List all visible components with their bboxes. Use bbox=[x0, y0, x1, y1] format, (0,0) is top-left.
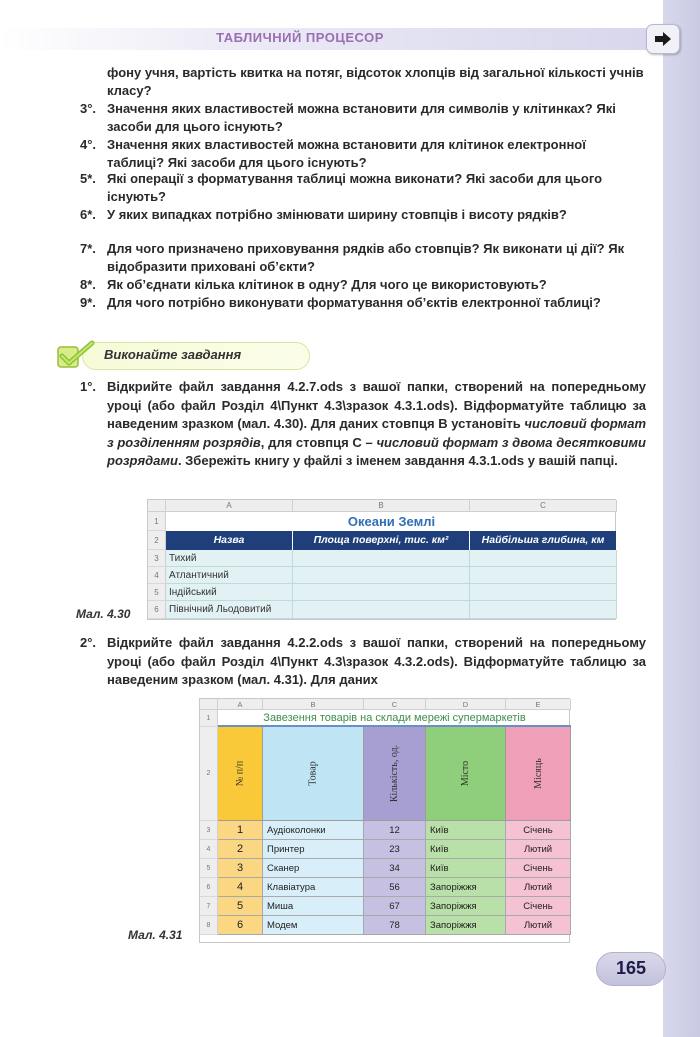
checkmark-icon bbox=[52, 339, 100, 371]
table-cell: 67 bbox=[364, 897, 426, 916]
table-cell: Лютий bbox=[506, 878, 571, 897]
task-section-title: Виконайте завдання bbox=[104, 347, 242, 362]
table-cell: Запоріжжя bbox=[426, 916, 506, 935]
table-cell: Індійський bbox=[166, 584, 293, 601]
question-4: 4°. Значення яких властивостей можна встановити для клітинок електронної таблиці? Які засоби для цього існують? bbox=[80, 137, 586, 170]
table-cell: Київ bbox=[426, 840, 506, 859]
figure-caption-4-31: Мал. 4.31 bbox=[128, 928, 183, 942]
page-number: 165 bbox=[615, 958, 647, 978]
table-title: Океани Землі bbox=[347, 514, 436, 529]
header-cell: № п/п bbox=[218, 727, 263, 821]
table-cell: Атлантичний bbox=[166, 567, 293, 584]
question-3: 3°. Значення яких властивостей можна встановити для символів у клітинках? Які засоби для цього існують? bbox=[80, 101, 616, 134]
table-cell: Миша bbox=[263, 897, 364, 916]
table-cell: 12 bbox=[364, 821, 426, 840]
table-cell: Січень bbox=[506, 821, 571, 840]
table-cell: Лютий bbox=[506, 916, 571, 935]
table-cell: Клавіатура bbox=[263, 878, 364, 897]
table-cell: Лютий bbox=[506, 840, 571, 859]
table-cell: 34 bbox=[364, 859, 426, 878]
question-6: 6*. У яких випадках потрібно змінювати ширину стовпців і висоту рядків? bbox=[80, 207, 567, 222]
task-1: 1°. Відкрийте файл завдання 4.2.7.ods з вашої папки, створений на попередньому уроці (або файл Розділ 4\Пункт 4.3\зразок 4.3.1.ods). Відформатуйте таблицю за наведеним зразком (мал. 4.30). Для даних стовпця B установіть числовий формат з розділенням розрядів, для стовпця C – числовий формат з двома десятковими розрядами. Збережіть книгу у файлі з іменем завдання 4.3.1.ods у вашій папці. bbox=[80, 379, 647, 468]
question-9: 9*. Для чого потрібно виконувати форматування об’єктів електронної таблиці? bbox=[80, 295, 601, 310]
table-cell: Тихий bbox=[166, 550, 293, 567]
header-cell: Місяць bbox=[506, 727, 571, 821]
table-cell: Північний Льодовитий bbox=[166, 601, 293, 619]
next-page-button[interactable] bbox=[646, 24, 680, 54]
header-cell: Найбільша глибина, км bbox=[470, 531, 617, 550]
task-2: 2°. Відкрийте файл завдання 4.2.2.ods з вашої папки, створений на попередньому уроці (або файл Розділ 4\Пункт 4.3\зразок 4.3.2.ods). Відформатуйте таблицю за наведеним зразком (мал. 4.31). Для даних bbox=[80, 635, 646, 687]
table-title: Завезення товарів на склади мережі супермаркетів bbox=[218, 710, 571, 727]
table-cell: Запоріжжя bbox=[426, 878, 506, 897]
header-cell: Кількість, од. bbox=[364, 727, 426, 821]
table-cell: Київ bbox=[426, 859, 506, 878]
header-cell: Товар bbox=[263, 727, 364, 821]
header-cell: Площа поверхні, тис. км² bbox=[293, 531, 470, 550]
side-margin-band bbox=[663, 0, 700, 1037]
table-cell: 3 bbox=[218, 859, 263, 878]
table-cell: 56 bbox=[364, 878, 426, 897]
running-header: ТАБЛИЧНИЙ ПРОЦЕСОР bbox=[216, 30, 384, 45]
table-cell: 6 bbox=[218, 916, 263, 935]
table-cell: Модем bbox=[263, 916, 364, 935]
figure-caption-4-30: Мал. 4.30 bbox=[76, 607, 131, 621]
header-cell: Місто bbox=[426, 727, 506, 821]
table-cell: Січень bbox=[506, 859, 571, 878]
table-cell: Січень bbox=[506, 897, 571, 916]
spreadsheet-deliveries: A B C D E 1 2 3 4 5 6 7 8 Завезення товарів на склади мережі супермаркетів № п/п Товар Кількість, од. Місто Місяць 1 Аудіоколонки 12 Київ Січень 2 Принтер 23 Київ Лютий 3 Сканер 34 Київ Січень 4 Клавіатура 56 Запоріжжя Лютий 5 Миша 67 Запоріжжя Січень 6 Модем 78 Запоріжжя Лютий bbox=[199, 698, 570, 943]
table-cell: 5 bbox=[218, 897, 263, 916]
table-cell: 4 bbox=[218, 878, 263, 897]
table-cell: Принтер bbox=[263, 840, 364, 859]
header-cell: Назва bbox=[166, 531, 293, 550]
table-cell: 78 bbox=[364, 916, 426, 935]
table-cell: 1 bbox=[218, 821, 263, 840]
task-section-banner bbox=[52, 339, 310, 371]
table-cell: Сканер bbox=[263, 859, 364, 878]
question-7: 7*. Для чого призначено приховування рядків або стовпців? Як виконати ці дії? Як відобразити приховані об’єкти? bbox=[80, 241, 625, 274]
question-8: 8*. Як об’єднати кілька клітинок в одну? Для чого це використовують? bbox=[80, 277, 547, 292]
arrow-right-icon bbox=[653, 31, 673, 47]
spreadsheet-oceans: A B C 1 2 3 4 5 6 Океани Землі Назва Площа поверхні, тис. км² Найбільша глибина, км Тихий Атлантичний Індійський Північний Льодовитий bbox=[147, 499, 616, 620]
question-5: 5*. Які операції з форматування таблиці можна виконати? Які засоби для цього існують? bbox=[80, 171, 603, 204]
question-continuation: фону учня, вартість квитка на потяг, відсоток хлопців від загальної кількості учнів класу? bbox=[107, 65, 644, 98]
table-cell: 23 bbox=[364, 840, 426, 859]
table-cell: Аудіоколонки bbox=[263, 821, 364, 840]
table-cell: 2 bbox=[218, 840, 263, 859]
table-cell: Київ bbox=[426, 821, 506, 840]
table-cell: Запоріжжя bbox=[426, 897, 506, 916]
